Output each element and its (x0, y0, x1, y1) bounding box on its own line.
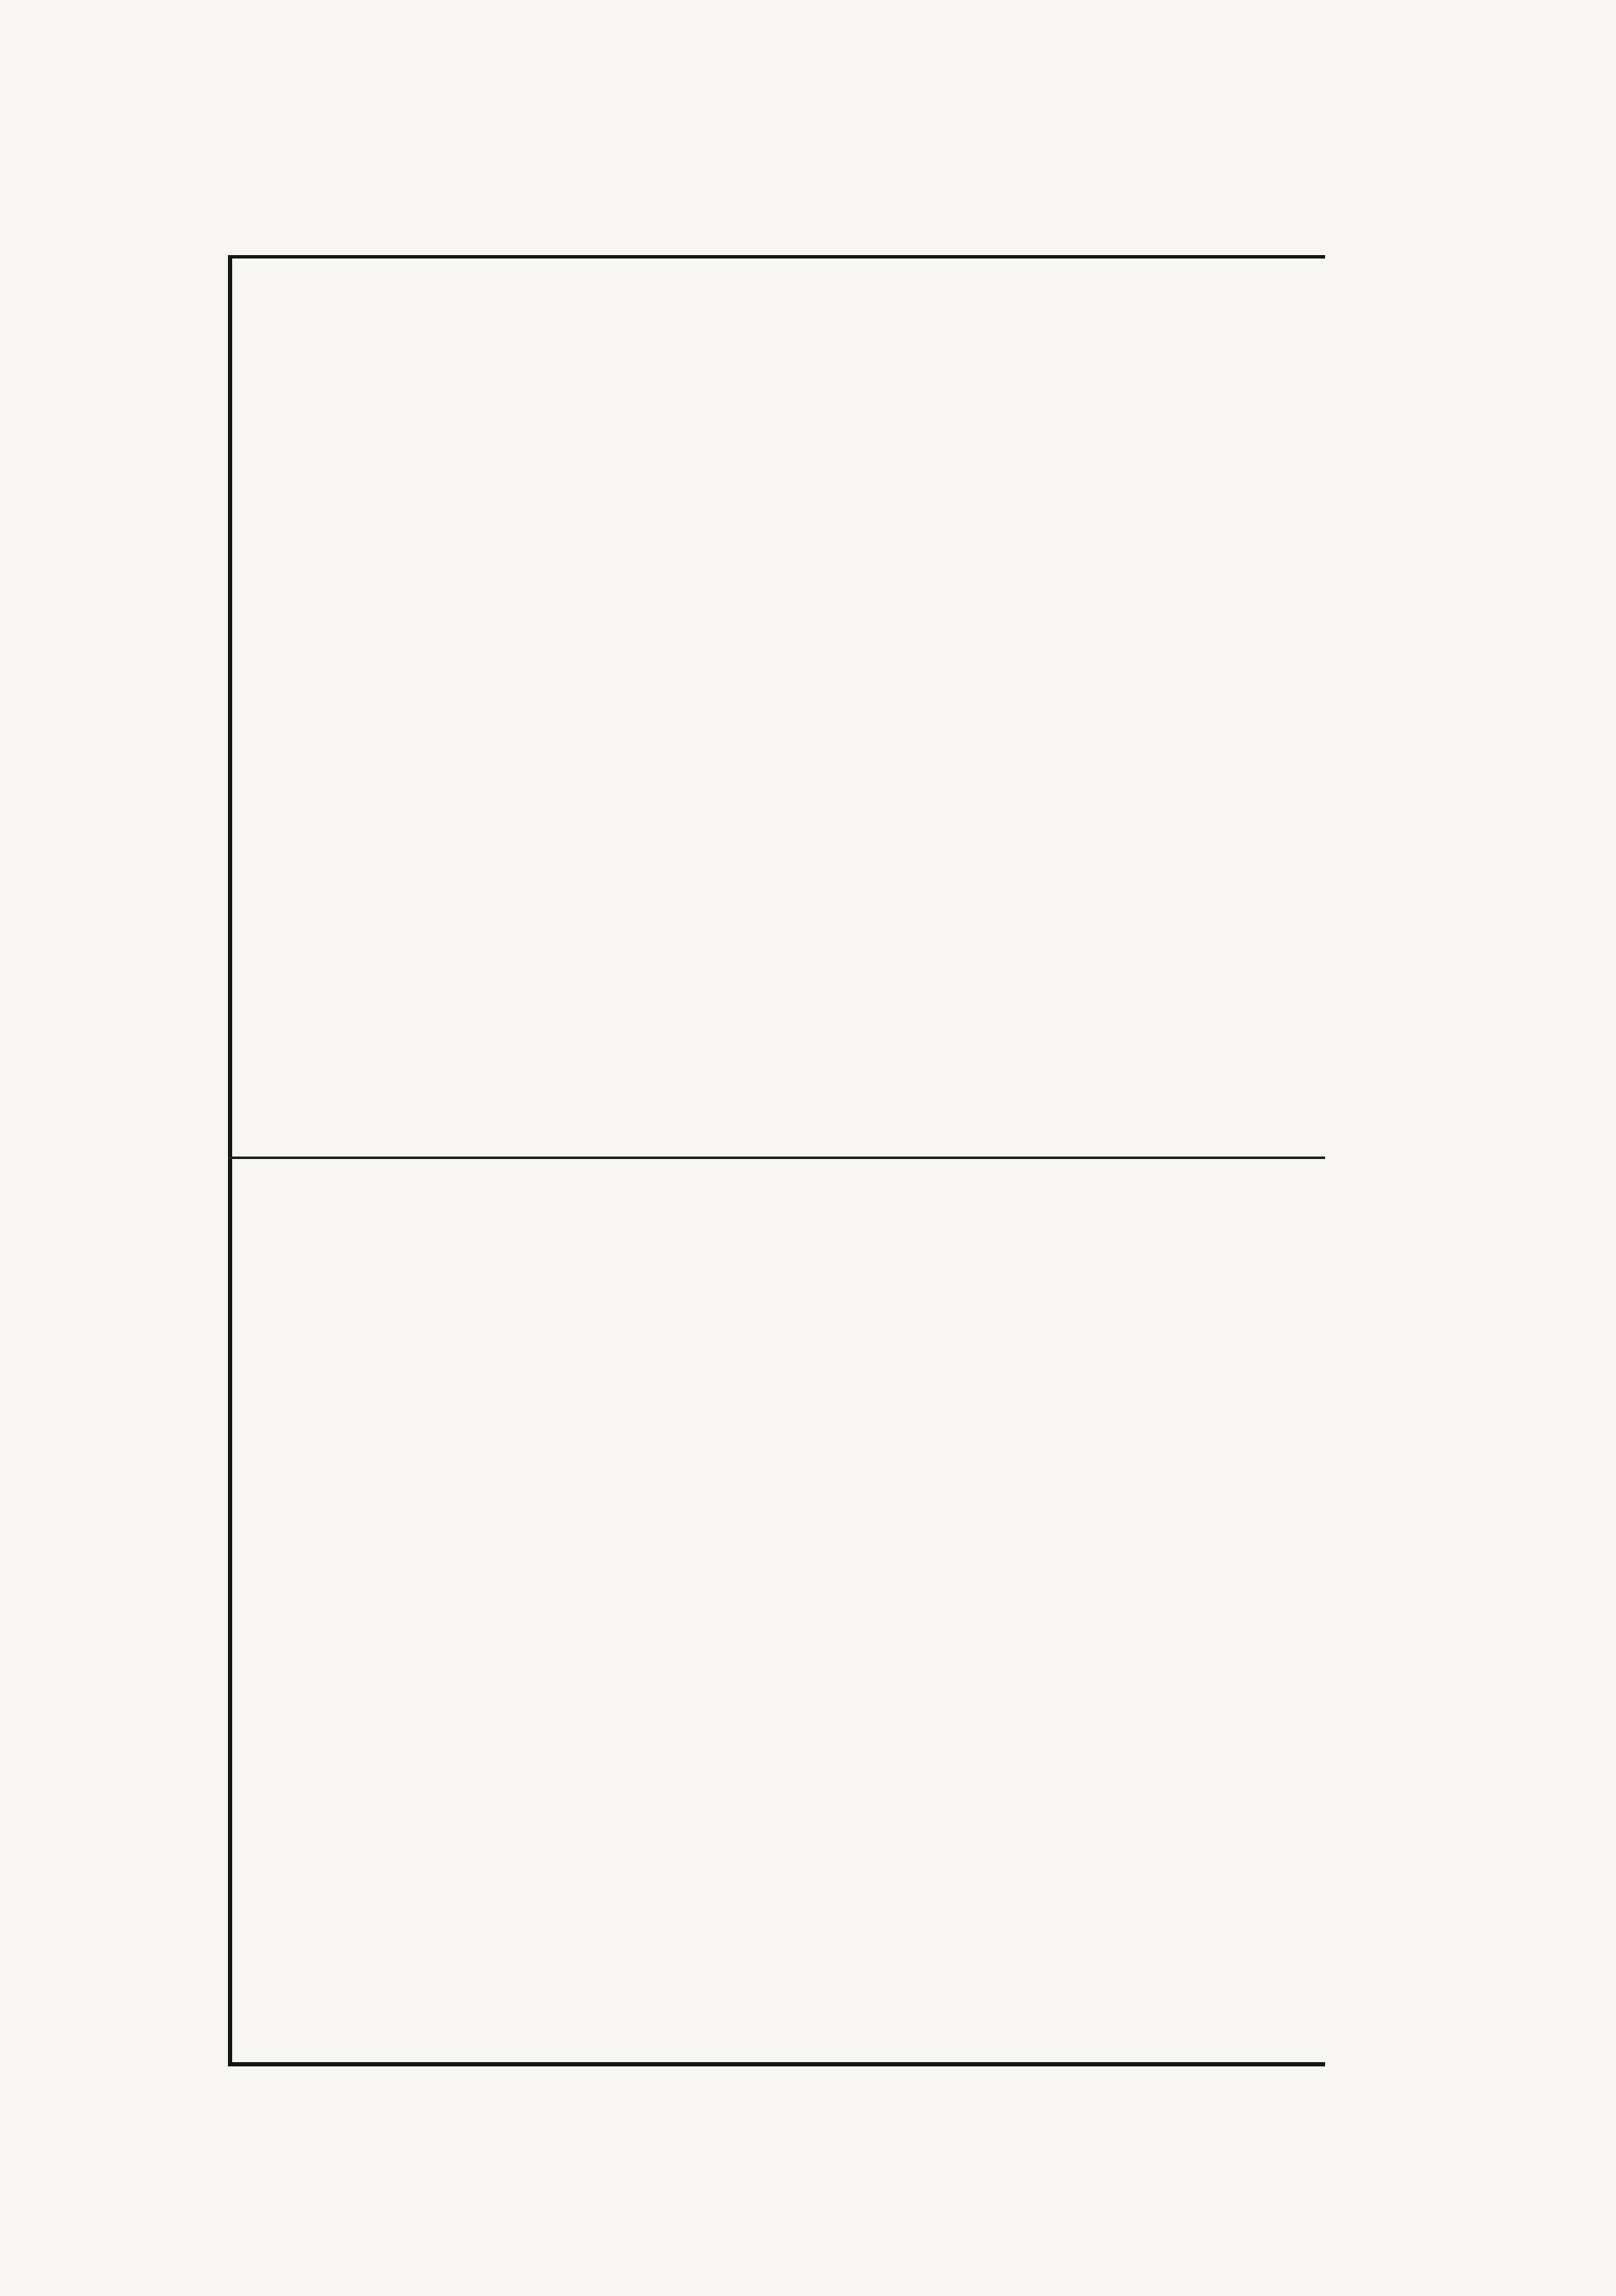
page-frame (228, 255, 1325, 2066)
section-divider (228, 1157, 1325, 1159)
